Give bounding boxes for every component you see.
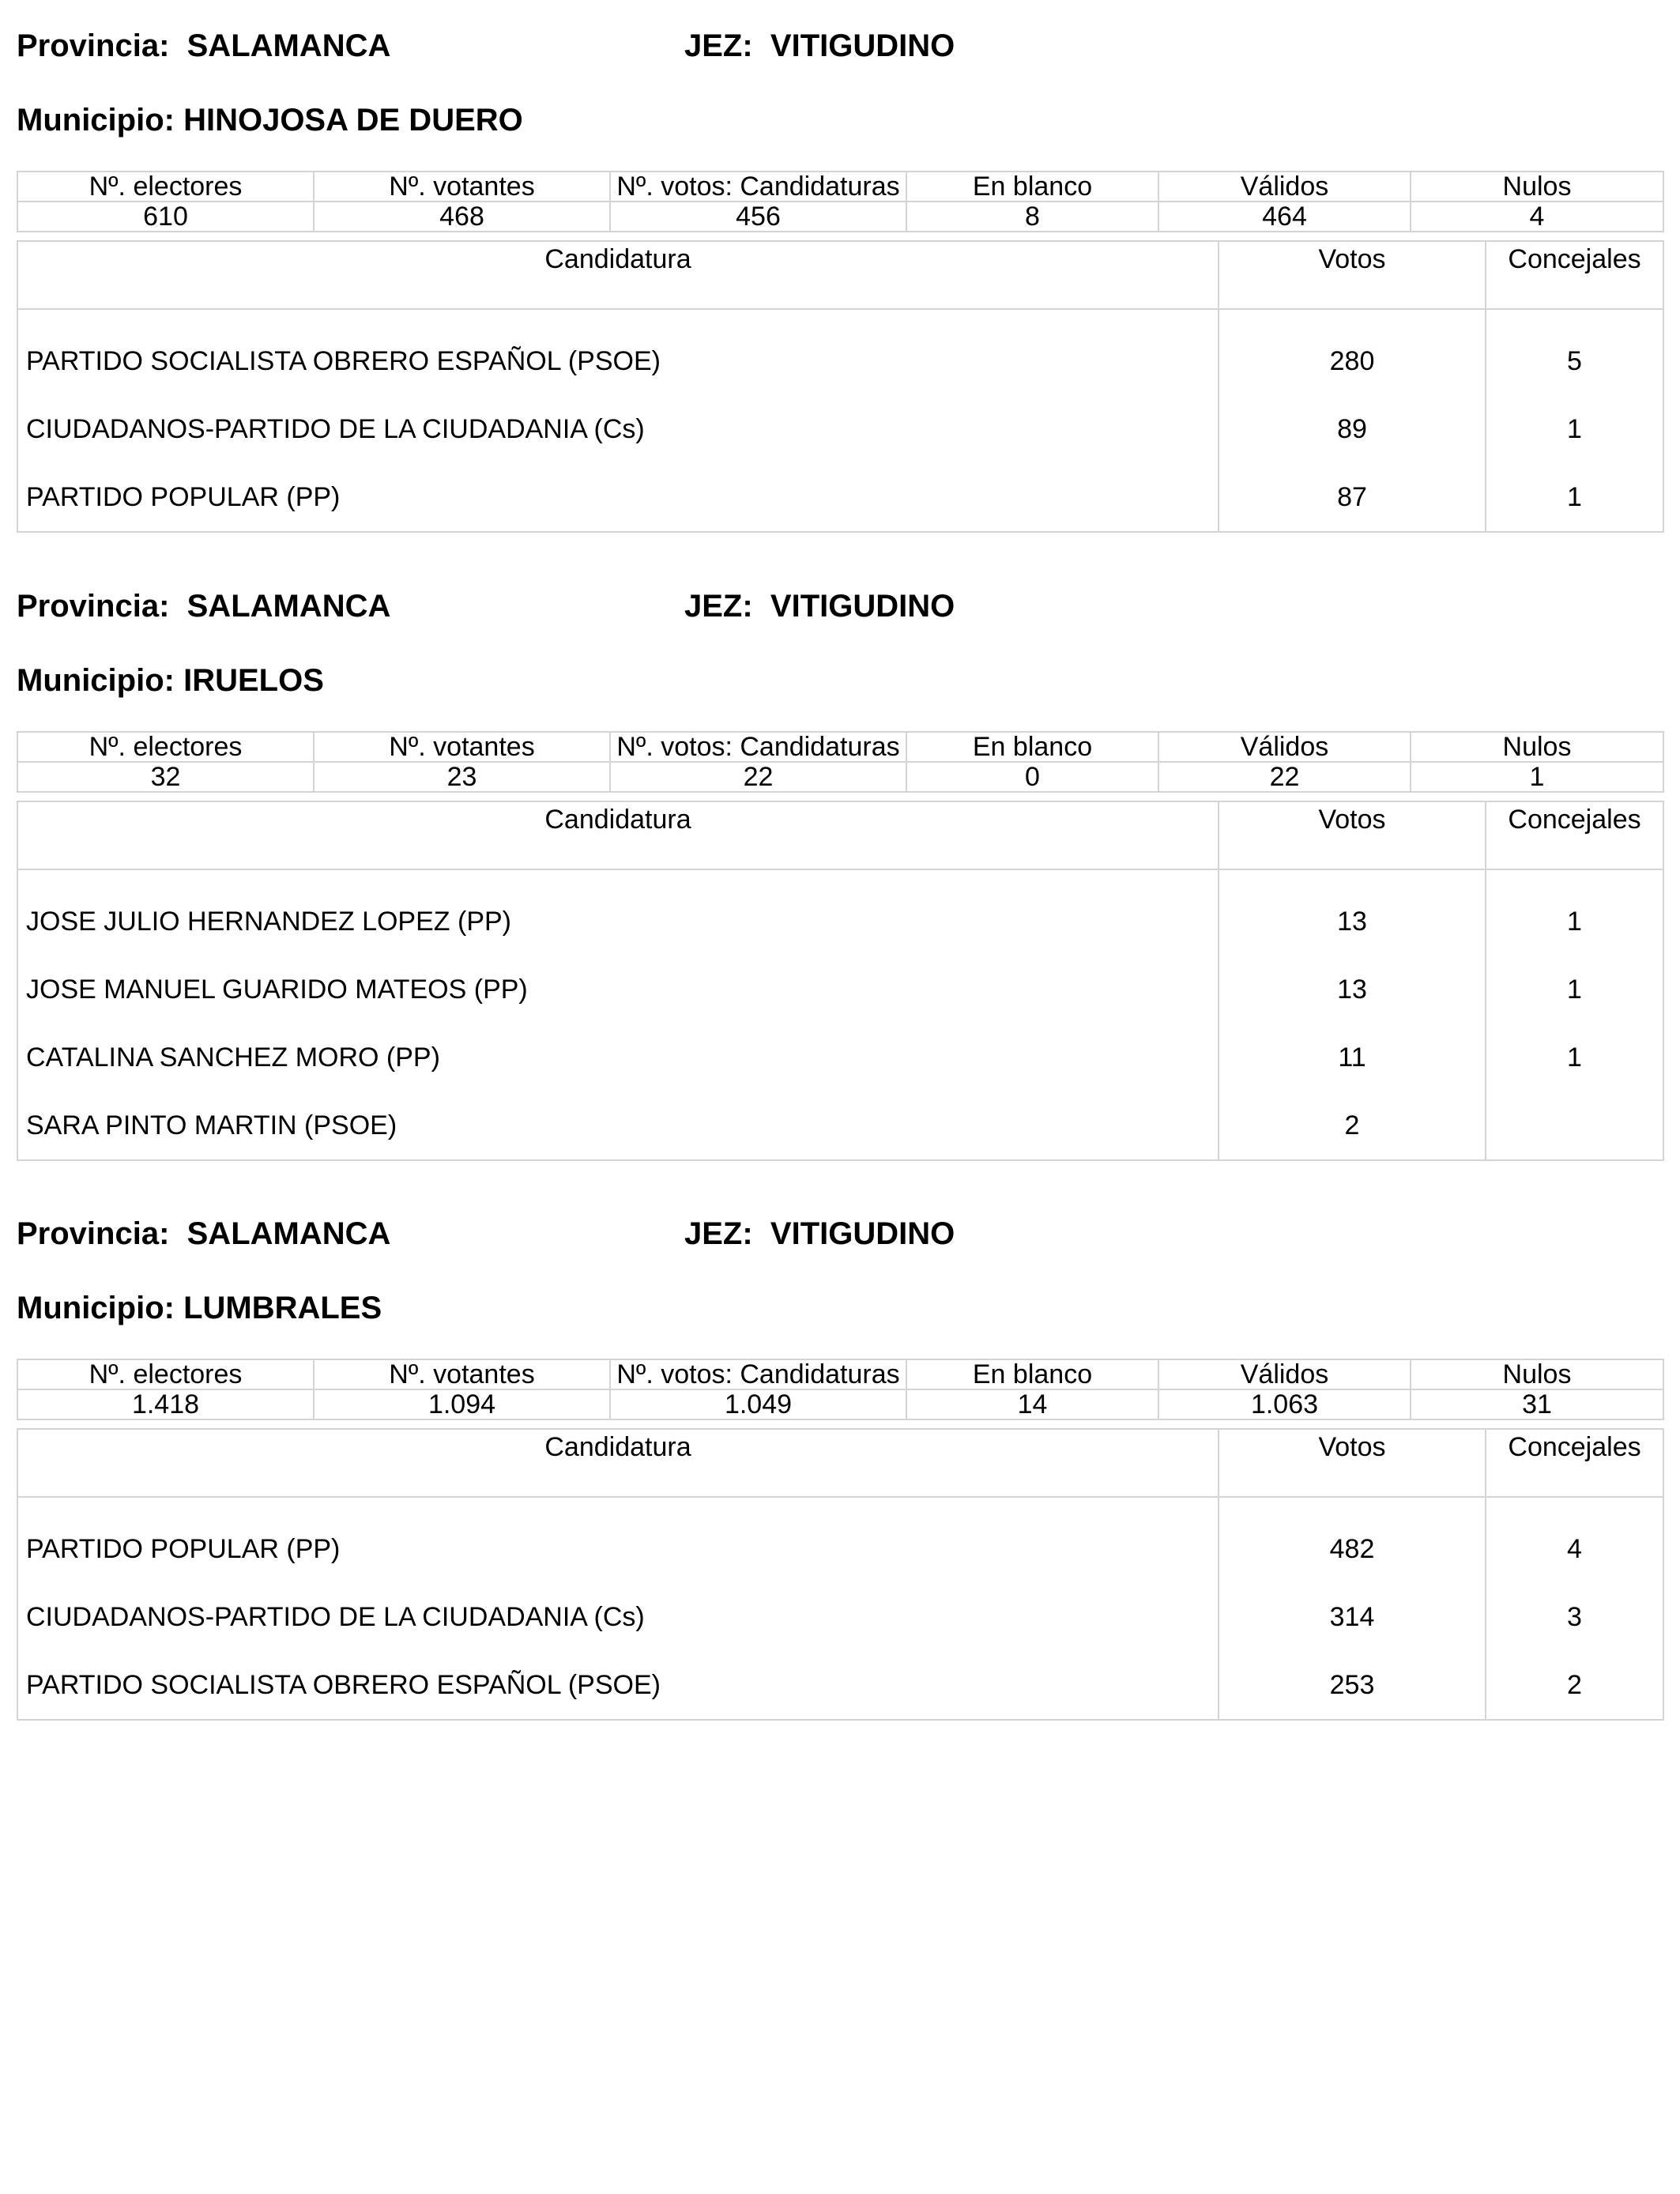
stats-value: 1 bbox=[1411, 762, 1663, 792]
candidate-seats: 1 bbox=[1486, 395, 1663, 463]
jez-heading: JEZ: VITIGUDINO bbox=[684, 589, 955, 624]
stats-header-row bbox=[17, 172, 1663, 202]
candidate-name: JOSE MANUEL GUARIDO MATEOS (PP) bbox=[17, 956, 1219, 1023]
candidates-header: Candidatura bbox=[17, 241, 1219, 309]
candidate-name: PARTIDO POPULAR (PP) bbox=[17, 463, 1219, 532]
candidate-name: PARTIDO POPULAR (PP) bbox=[17, 1515, 1219, 1583]
candidate-seats: 1 bbox=[1486, 463, 1663, 532]
candidate-name: PARTIDO SOCIALISTA OBRERO ESPAÑOL (PSOE) bbox=[17, 1651, 1219, 1720]
stats-table bbox=[17, 171, 1664, 232]
stats-value: 23 bbox=[314, 762, 610, 792]
candidates-table bbox=[17, 1428, 1664, 1721]
municipio-heading: Municipio: HINOJOSA DE DUERO bbox=[17, 103, 523, 138]
candidate-row bbox=[17, 888, 1663, 956]
stats-header: Nulos bbox=[1411, 1359, 1663, 1389]
stats-header: Nº. votos: Candidaturas bbox=[610, 172, 906, 202]
candidate-seats: 4 bbox=[1486, 1515, 1663, 1583]
candidates-table bbox=[17, 801, 1664, 1161]
provincia-heading: Provincia: SALAMANCA bbox=[17, 1216, 391, 1251]
candidates-header: Concejales bbox=[1486, 801, 1663, 869]
candidate-row bbox=[17, 463, 1663, 532]
stats-value: 4 bbox=[1411, 202, 1663, 232]
stats-value: 22 bbox=[1158, 762, 1411, 792]
stats-value: 1.094 bbox=[314, 1389, 610, 1419]
stats-value: 0 bbox=[906, 762, 1158, 792]
stats-header: Nº. votantes bbox=[314, 732, 610, 762]
candidate-seats: 3 bbox=[1486, 1583, 1663, 1651]
candidate-name: PARTIDO SOCIALISTA OBRERO ESPAÑOL (PSOE) bbox=[17, 327, 1219, 395]
candidates-header-row bbox=[17, 1429, 1663, 1497]
candidate-votes: 87 bbox=[1219, 463, 1486, 532]
candidate-row bbox=[17, 1651, 1663, 1720]
candidate-row bbox=[17, 1091, 1663, 1160]
stats-value: 14 bbox=[906, 1389, 1158, 1419]
municipio-heading: Municipio: LUMBRALES bbox=[17, 1291, 382, 1325]
provincia-heading: Provincia: SALAMANCA bbox=[17, 589, 391, 624]
candidate-votes: 11 bbox=[1219, 1023, 1486, 1091]
stats-value: 32 bbox=[17, 762, 314, 792]
jez-heading: JEZ: VITIGUDINO bbox=[684, 28, 955, 63]
stats-header: Nulos bbox=[1411, 732, 1663, 762]
stats-value: 31 bbox=[1411, 1389, 1663, 1419]
candidates-header-row bbox=[17, 241, 1663, 309]
candidate-name: SARA PINTO MARTIN (PSOE) bbox=[17, 1091, 1219, 1160]
stats-header-row bbox=[17, 732, 1663, 762]
stats-value-row bbox=[17, 1389, 1663, 1419]
candidate-row bbox=[17, 956, 1663, 1023]
candidates-header: Concejales bbox=[1486, 241, 1663, 309]
candidates-header: Votos bbox=[1219, 1429, 1486, 1497]
stats-value: 468 bbox=[314, 202, 610, 232]
candidates-header-row bbox=[17, 801, 1663, 869]
stats-header: Válidos bbox=[1158, 172, 1411, 202]
candidate-votes: 314 bbox=[1219, 1583, 1486, 1651]
candidates-header: Candidatura bbox=[17, 1429, 1219, 1497]
candidate-row bbox=[17, 1023, 1663, 1091]
stats-header: Nº. votos: Candidaturas bbox=[610, 1359, 906, 1389]
candidate-votes: 482 bbox=[1219, 1515, 1486, 1583]
candidate-seats: 2 bbox=[1486, 1651, 1663, 1720]
stats-value-row bbox=[17, 762, 1663, 792]
candidate-seats: 5 bbox=[1486, 327, 1663, 395]
stats-header: Nº. electores bbox=[17, 172, 314, 202]
candidate-votes: 253 bbox=[1219, 1651, 1486, 1720]
candidates-header: Candidatura bbox=[17, 801, 1219, 869]
candidate-row bbox=[17, 1515, 1663, 1583]
candidates-header: Votos bbox=[1219, 241, 1486, 309]
stats-header: Válidos bbox=[1158, 1359, 1411, 1389]
candidate-row bbox=[17, 1583, 1663, 1651]
municipio-heading: Municipio: IRUELOS bbox=[17, 663, 324, 698]
stats-header: Nº. votantes bbox=[314, 172, 610, 202]
candidate-votes: 2 bbox=[1219, 1091, 1486, 1160]
stats-header-row bbox=[17, 1359, 1663, 1389]
stats-value: 610 bbox=[17, 202, 314, 232]
candidate-name: CIUDADANOS-PARTIDO DE LA CIUDADANIA (Cs) bbox=[17, 395, 1219, 463]
stats-header: Nulos bbox=[1411, 172, 1663, 202]
stats-header: En blanco bbox=[906, 732, 1158, 762]
stats-value: 8 bbox=[906, 202, 1158, 232]
stats-table bbox=[17, 731, 1664, 793]
candidate-row bbox=[17, 327, 1663, 395]
stats-header: Nº. votantes bbox=[314, 1359, 610, 1389]
stats-value: 22 bbox=[610, 762, 906, 792]
candidate-seats bbox=[1486, 1091, 1663, 1160]
stats-value: 1.049 bbox=[610, 1389, 906, 1419]
stats-value: 1.418 bbox=[17, 1389, 314, 1419]
candidate-votes: 13 bbox=[1219, 956, 1486, 1023]
stats-value: 464 bbox=[1158, 202, 1411, 232]
stats-header: Nº. votos: Candidaturas bbox=[610, 732, 906, 762]
provincia-heading: Provincia: SALAMANCA bbox=[17, 28, 391, 63]
stats-header: En blanco bbox=[906, 1359, 1158, 1389]
candidate-votes: 89 bbox=[1219, 395, 1486, 463]
stats-header: En blanco bbox=[906, 172, 1158, 202]
stats-header: Válidos bbox=[1158, 732, 1411, 762]
candidates-header: Votos bbox=[1219, 801, 1486, 869]
candidates-table bbox=[17, 240, 1664, 533]
candidate-votes: 280 bbox=[1219, 327, 1486, 395]
candidate-name: JOSE JULIO HERNANDEZ LOPEZ (PP) bbox=[17, 888, 1219, 956]
stats-value: 1.063 bbox=[1158, 1389, 1411, 1419]
stats-value-row bbox=[17, 202, 1663, 232]
stats-header: Nº. electores bbox=[17, 1359, 314, 1389]
candidates-header: Concejales bbox=[1486, 1429, 1663, 1497]
stats-table bbox=[17, 1359, 1664, 1420]
candidate-seats: 1 bbox=[1486, 1023, 1663, 1091]
candidate-seats: 1 bbox=[1486, 888, 1663, 956]
stats-header: Nº. electores bbox=[17, 732, 314, 762]
candidate-votes: 13 bbox=[1219, 888, 1486, 956]
candidate-row bbox=[17, 395, 1663, 463]
candidate-name: CATALINA SANCHEZ MORO (PP) bbox=[17, 1023, 1219, 1091]
jez-heading: JEZ: VITIGUDINO bbox=[684, 1216, 955, 1251]
candidate-name: CIUDADANOS-PARTIDO DE LA CIUDADANIA (Cs) bbox=[17, 1583, 1219, 1651]
candidate-seats: 1 bbox=[1486, 956, 1663, 1023]
stats-value: 456 bbox=[610, 202, 906, 232]
